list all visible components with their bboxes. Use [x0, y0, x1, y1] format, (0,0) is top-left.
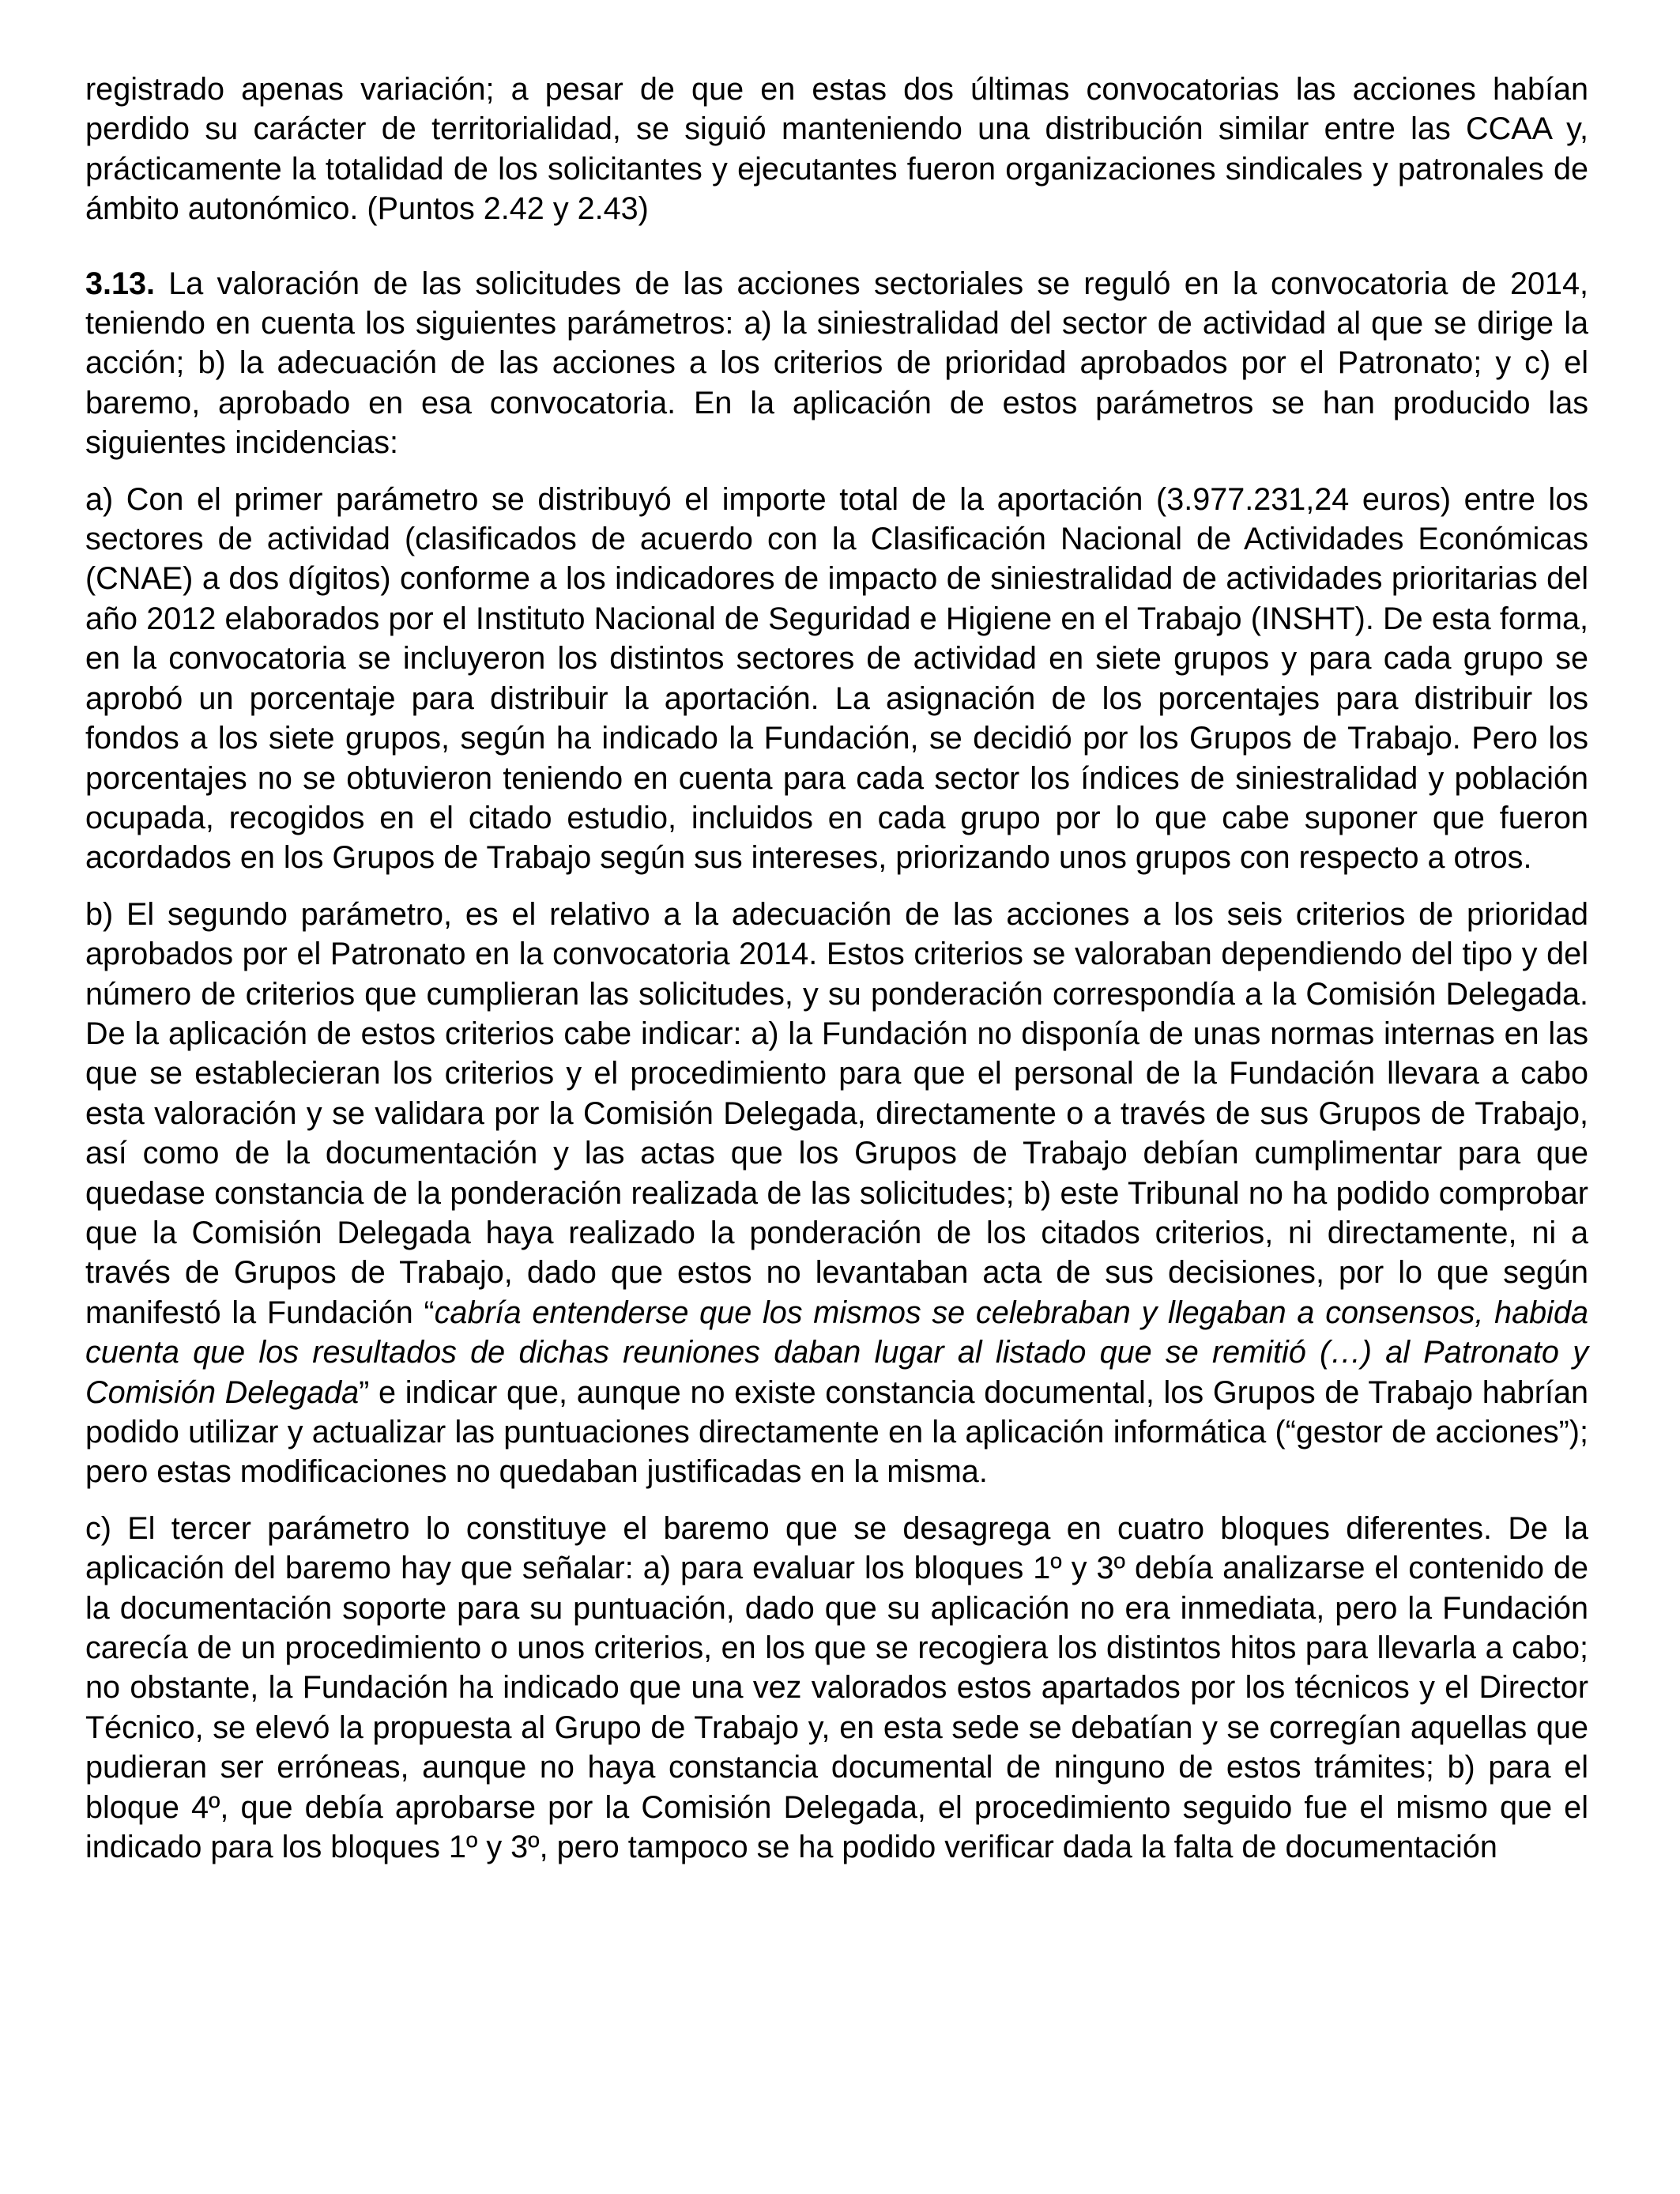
paragraph-item-b: [85, 895, 1588, 1492]
document-page: [85, 70, 1588, 1867]
paragraph-continuation: [85, 70, 1588, 229]
paragraph-3-13: [85, 264, 1588, 463]
paragraph-item-a-text: a) Con el primer parámetro se distribuyó el importe total de la aportación (3.977.231,24 euros) entre los sectores de actividad (clasificados de acuerdo con la Clasificación Nacional de Actividades Económicas (CNAE) a dos dígitos) conforme a los indicadores de impacto de siniestralidad de actividades prioritarias del año 2012 elaborados por el Instituto Nacional de Seguridad e Higiene en el Trabajo (INSHT). De esta forma, en la convocatoria se incluyeron los distintos sectores de actividad en siete grupos y para cada grupo se aprobó un porcentaje para distribuir la aportación. La asignación de los porcentajes para distribuir los fondos a los siete grupos, según ha indicado la Fundación, se decidió por los Grupos de Trabajo. Pero los porcentajes no se obtuvieron teniendo en cuenta para cada sector los índices de siniestralidad y población ocupada, recogidos en el citado estudio, incluidos en cada grupo por lo que cabe suponer que fueron acordados en los Grupos de Trabajo según sus intereses, priorizando unos grupos con respecto a otros.: [85, 481, 1588, 876]
paragraph-item-b-quote: cabría entenderse que los mismos se celebraban y llegaban a consensos, habida cuenta que los resultados de dichas reuniones daban lugar al listado que se remitió (…) al Patronato y Comisión Delegada: [85, 1295, 1588, 1410]
paragraph-3-13-text: La valoración de las solicitudes de las acciones sectoriales se reguló en la convocatoria de 2014, teniendo en cuenta los siguientes parámetros: a) la siniestralidad del sector de actividad al que se dirige la acción; b) la adecuación de las acciones a los criterios de prioridad aprobados por el Patronato; y c) el baremo, aprobado en esa convocatoria. En la aplicación de estos parámetros se han producido las siguientes incidencias:: [85, 266, 1588, 461]
paragraph-item-a: [85, 480, 1588, 878]
paragraph-continuation-text: registrado apenas variación; a pesar de que en estas dos últimas convocatorias las acciones habían perdido su carácter de territorialidad, se siguió manteniendo una distribución similar entre las CCAA y, prácticamente la totalidad de los solicitantes y ejecutantes fueron organizaciones sindicales y patronales de ámbito autonómico. (Puntos 2.42 y 2.43): [85, 72, 1588, 227]
paragraph-item-b-text-end: ” e indicar que, aunque no existe constancia documental, los Grupos de Trabajo habrían podido utilizar y actualizar las puntuaciones directamente en la aplicación informática (“gestor de acciones”); pero estas modificaciones no quedaban justificadas en la misma.: [85, 1374, 1588, 1490]
paragraph-item-b-text: b) El segundo parámetro, es el relativo a la adecuación de las acciones a los seis criterios de prioridad aprobados por el Patronato en la convocatoria 2014. Estos criterios se valoraban dependiendo del tipo y del número de criterios que cumplieran las solicitudes, y su ponderación correspondía a la Comisión Delegada. De la aplicación de estos criterios cabe indicar: a) la Fundación no disponía de unas normas internas en las que se establecieran los criterios y el procedimiento para que el personal de la Fundación llevara a cabo esta valoración y se validara por la Comisión Delegada, directamente o a través de sus Grupos de Trabajo, así como de la documentación y las actas que los Grupos de Trabajo debían cumplimentar para que quedase constancia de la ponderación realizada de las solicitudes; b) este Tribunal no ha podido comprobar que la Comisión Delegada haya realizado la ponderación de los citados criterios, ni directamente, ni a través de Grupos de Trabajo, dado que estos no levantaban acta de sus decisiones, por lo que según manifestó la Fundación “: [85, 896, 1588, 1330]
paragraph-number: 3.13.: [85, 266, 156, 301]
paragraph-item-c: [85, 1509, 1588, 1868]
paragraph-item-c-text: c) El tercer parámetro lo constituye el baremo que se desagrega en cuatro bloques diferentes. De la aplicación del baremo hay que señalar: a) para evaluar los bloques 1º y 3º debía analizarse el contenido de la documentación soporte para su puntuación, dado que su aplicación no era inmediata, pero la Fundación carecía de un procedimiento o unos criterios, en los que se recogiera los distintos hitos para llevarla a cabo; no obstante, la Fundación ha indicado que una vez valorados estos apartados por los técnicos y el Director Técnico, se elevó la propuesta al Grupo de Trabajo y, en esta sede se debatían y se corregían aquellas que pudieran ser erróneas, aunque no haya constancia documental de ninguno de estos trámites; b) para el bloque 4º, que debía aprobarse por la Comisión Delegada, el procedimiento seguido fue el mismo que el indicado para los bloques 1º y 3º, pero tampoco se ha podido verificar dada la falta de documentación: [85, 1510, 1588, 1865]
